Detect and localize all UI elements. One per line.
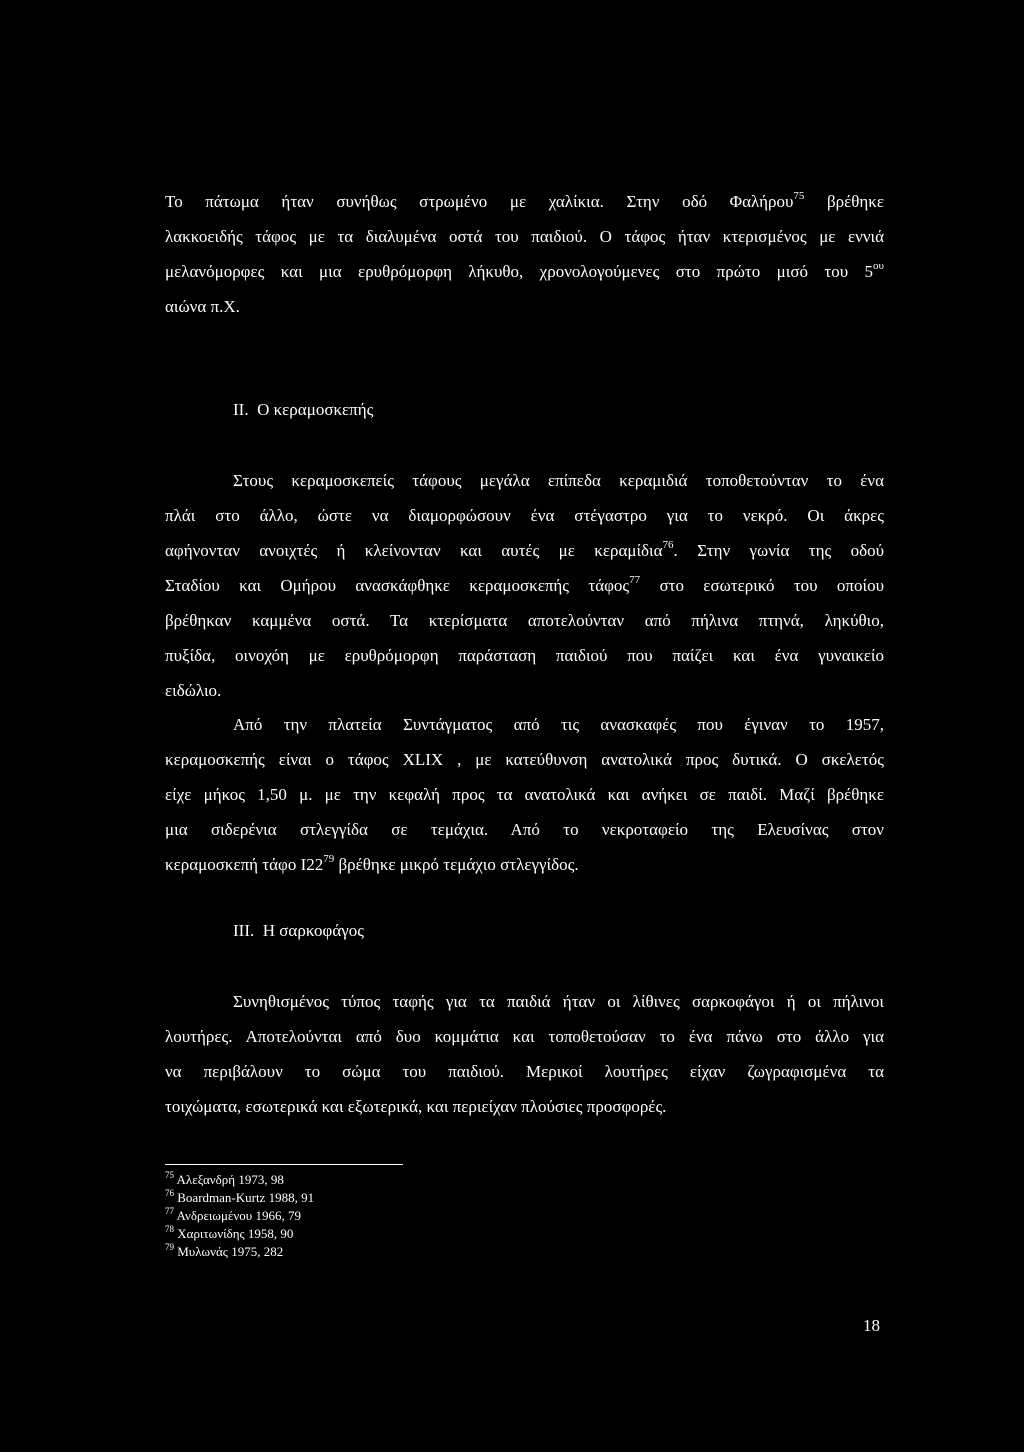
paragraph-2-line-1: Στους κεραμοσκεπείς τάφους μεγάλα επίπεδα κεραμιδιά τοποθετούνταν το ένα [233, 471, 884, 490]
section-3-title: Η σαρκοφάγος [262, 921, 364, 940]
paragraph-4-line-4: τοιχώματα, εσωτερικά και εξωτερικά, και περιείχαν πλούσιες προσφορές. [165, 1097, 667, 1116]
paragraph-1-line-2: λακκοειδής τάφος με τα διαλυμένα οστά του παιδιού. Ο τάφος ήταν κτερισμένος με εννιά [165, 227, 884, 246]
paragraph-2-line-5: βρέθηκαν καμμένα οστά. Τα κτερίσματα αποτελούνταν από πήλινα πτηνά, ληκύθιο, [165, 611, 884, 630]
footnote-ref-79[interactable]: 79 [323, 853, 335, 866]
section-3-number: III. [233, 921, 255, 940]
paragraph-2-line-4: Σταδίου και Ομήρου ανασκάφθηκε κεραμοσκεπής τάφος$^{77}$ στο εσωτερικό του οποίου [165, 574, 884, 595]
paragraph-2-line-6: πυξίδα, οινοχόη με ερυθρόμορφη παράσταση παιδιού που παίζει και ένα γυναικείο [165, 646, 884, 665]
footnote-76: $^{76}$ Boardman-Kurtz 1988, 91 [165, 1187, 315, 1205]
paragraph-1-line-4: αιώνα π.Χ. [165, 297, 240, 316]
section-2-heading [233, 400, 373, 420]
paragraph-2-line-3: αφήνονταν ανοιχτές ή κλείνονταν και αυτές με κεραμίδια$^{76}$. Στην γωνία της οδού [165, 539, 885, 560]
paragraph-4-line-1: Συνηθισμένος τύπος ταφής για τα παιδιά ήταν οι λίθινες σαρκοφάγοι ή οι πήλινοι [233, 992, 884, 1011]
page-number: 18 [863, 1316, 880, 1335]
paragraph-3-line-3: είχε μήκος 1,50 μ. με την κεφαλή προς τα ανατολικά και ανήκει σε παιδί. Μαζί βρέθηκε [165, 785, 884, 804]
paragraph-2-line-7: ειδώλιο. [165, 681, 222, 700]
paragraph-2-line-2: πλάι στο άλλο, ώστε να διαμορφώσουν ένα στέγαστρο για το νεκρό. Οι άκρες [165, 506, 884, 525]
footnote-ref-77[interactable]: 77 [629, 574, 641, 587]
paragraph-1-line-3: μελανόμορφες και μια ερυθρόμορφη λήκυθο, χρονολογούμενες στο πρώτο μισό του $5^{o\upsilon}$ [165, 260, 884, 281]
paragraph-3-line-1: Από την πλατεία Συντάγματος από τις ανασκαφές που έγιναν το 1957, [233, 715, 884, 734]
section-2-title: Ο κεραμοσκεπής [257, 400, 374, 419]
footnote-79: $^{79}$ Μυλωνάς 1975, 282 [165, 1241, 284, 1259]
paragraph-3-line-4: μια σιδερένια στλεγγίδα σε τεμάχια. Από το νεκροταφείο της Ελευσίνας στον [165, 820, 884, 839]
paragraph-3-line-2: κεραμοσκεπής είναι ο τάφος XLIX , με κατεύθυνση ανατολικά προς δυτικά. Ο σκελετός [165, 750, 884, 769]
section-3-heading [233, 921, 364, 941]
paragraph-4-line-3: να περιβάλουν το σώμα του παιδιού. Μερικοί λουτήρες είχαν ζωγραφισμένα τα [165, 1062, 884, 1081]
footnote-75: $^{75}$ Αλεξανδρή 1973, 98 [165, 1169, 284, 1187]
footnote-ref-76[interactable]: 76 [662, 539, 674, 552]
footnote-ref-75[interactable]: 75 [793, 190, 805, 203]
footnote-separator [165, 1164, 403, 1165]
paragraph-1-line-1: Το πάτωμα ήταν συνήθως στρωμένο με χαλίκια. Στην οδό Φαλήρου$^{75}$ βρέθηκε [165, 190, 884, 211]
footnote-78: $^{78}$ Χαριτωνίδης 1958, 90 [165, 1223, 294, 1241]
paragraph-4-line-2: λουτήρες. Αποτελούνται από δυο κομμάτια και τοποθετούσαν το ένα πάνω στο άλλο για [165, 1027, 884, 1046]
footnote-77: $^{77}$ Ανδρειωμένου 1966, 79 [165, 1205, 301, 1223]
section-2-number: II. [233, 400, 249, 419]
paragraph-3-line-5: κεραμοσκεπή τάφο $I22^{79}$ βρέθηκε μικρό τεμάχιο στλεγγίδος. [165, 853, 579, 874]
